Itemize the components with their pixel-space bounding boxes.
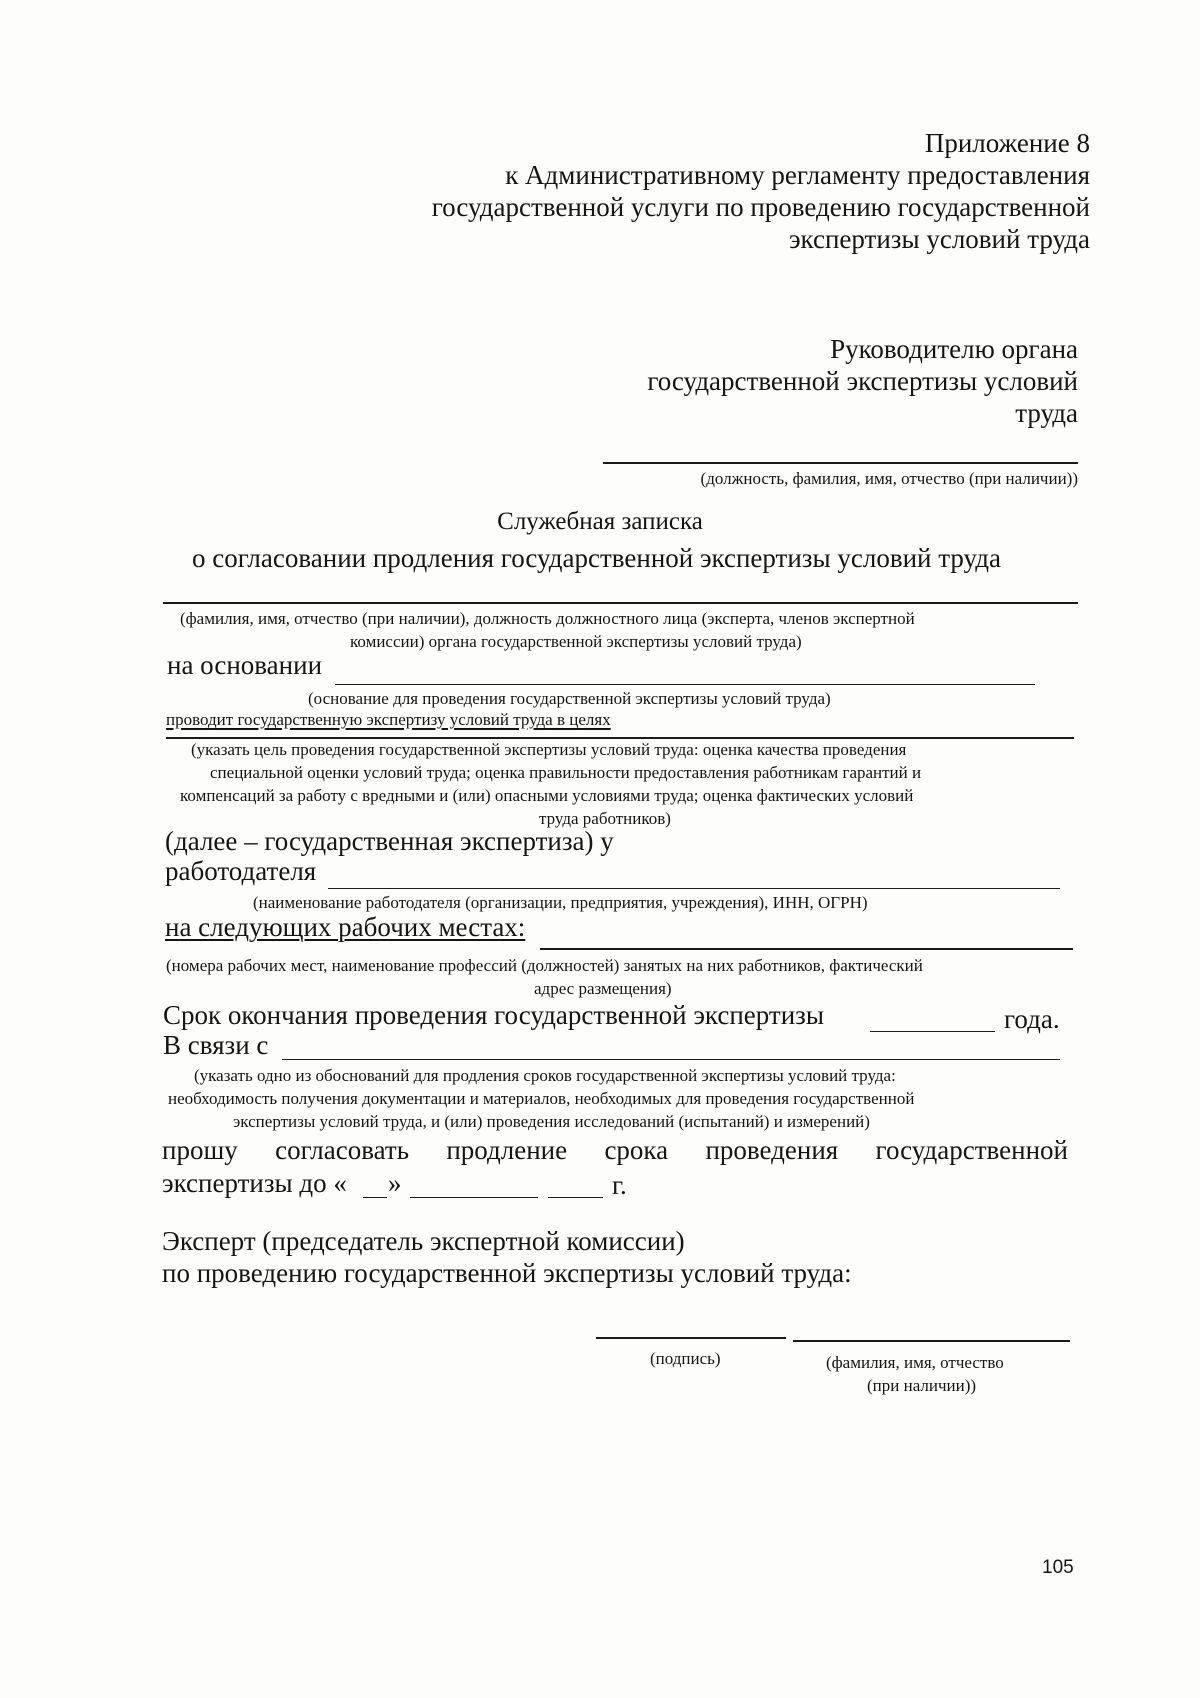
conducts-text: проводит государственную экспертизу условий труда в целях <box>166 710 611 729</box>
hint-name-2: (при наличии)) <box>867 1376 977 1395</box>
signature-blank-line <box>596 1337 786 1339</box>
reason-blank-line <box>282 1059 1060 1060</box>
request-word: продление <box>446 1135 568 1165</box>
request-word: срока <box>604 1135 669 1165</box>
request-line-2-start: экспертизы до « <box>162 1168 347 1198</box>
deadline-label: Срок окончания проведения государственной экспертизы <box>163 1000 824 1030</box>
purpose-blank-line <box>166 737 1074 739</box>
hint-purpose-3: компенсаций за работу с вредными и (или) опасными условиями труда; оценка фактических условий <box>180 786 914 805</box>
document-title: Служебная записка <box>497 508 703 535</box>
person-blank-line <box>163 602 1078 604</box>
deadline-blank-line <box>870 1031 995 1032</box>
request-line-2-end: г. <box>612 1170 627 1200</box>
hint-workplaces-1: (номера рабочих мест, наименование профессий (должностей) занятых на них работников, фактический <box>166 956 923 975</box>
hint-workplaces-2: адрес размещения) <box>534 979 672 998</box>
workplaces-label: на следующих рабочих местах: <box>165 912 526 942</box>
basis-blank-line <box>335 684 1035 685</box>
hint-reason-2: необходимость получения документации и материалов, необходимых для проведения государственной <box>168 1089 915 1108</box>
addressee-blank-line <box>603 462 1078 464</box>
further-text: (далее – государственная экспертиза) у <box>165 826 614 856</box>
request-line-2-quote: » <box>388 1168 402 1198</box>
due-to-label: В связи с <box>163 1030 269 1060</box>
addressee-line-1: Руководителю органа <box>830 334 1078 364</box>
addressee-hint: (должность, фамилия, имя, отчество (при наличии)) <box>700 469 1078 488</box>
page-number: 105 <box>1042 1557 1074 1578</box>
hint-purpose-1: (указать цель проведения государственной экспертизы условий труда: оценка качества проведения <box>191 740 907 759</box>
hint-purpose-4: труда работников) <box>539 809 671 828</box>
hint-sign: (подпись) <box>650 1349 721 1368</box>
appendix-line-3: государственной услуги по проведению государственной <box>431 192 1090 222</box>
workplaces-blank-line <box>540 948 1073 950</box>
hint-basis: (основание для проведения государственной экспертизы условий труда) <box>308 689 831 708</box>
year-blank-line <box>548 1197 603 1198</box>
request-word: прошу <box>162 1135 238 1165</box>
request-word: проведения <box>705 1135 839 1165</box>
signature-line-2: по проведению государственной экспертизы условий труда: <box>162 1258 852 1288</box>
appendix-line-4: экспертизы условий труда <box>788 224 1090 254</box>
hint-person-2: комиссии) органа государственной экспертизы условий труда) <box>350 632 802 651</box>
signature-line-1: Эксперт (председатель экспертной комиссии) <box>162 1226 685 1256</box>
day-blank-line <box>363 1197 387 1198</box>
request-line-1 <box>162 1135 1068 1166</box>
hint-employer: (наименование работодателя (организации, предприятия, учреждения), ИНН, ОГРН) <box>253 893 868 912</box>
deadline-suffix: года. <box>1004 1004 1060 1034</box>
document-subtitle: о согласовании продления государственной экспертизы условий труда <box>192 543 1002 573</box>
hint-reason-1: (указать одно из обоснований для продления сроков государственной экспертизы условий труда: <box>194 1066 896 1085</box>
hint-person-1: (фамилия, имя, отчество (при наличии), должность должностного лица (эксперта, членов экспертной <box>180 609 915 628</box>
name-blank-line <box>793 1340 1070 1342</box>
appendix-line-2: к Административному регламенту предоставления <box>505 160 1090 190</box>
employer-blank-line <box>328 888 1060 889</box>
employer-label: работодателя <box>165 856 317 886</box>
basis-label: на основании <box>167 650 323 680</box>
request-word: согласовать <box>275 1135 410 1165</box>
hint-name-1: (фамилия, имя, отчество <box>826 1353 1004 1372</box>
hint-purpose-2: специальной оценки условий труда; оценка правильности предоставления работникам гарантий и <box>210 763 922 782</box>
addressee-line-3: труда <box>1015 398 1078 428</box>
hint-reason-3: экспертизы условий труда, и (или) проведения исследований (испытаний) и измерений) <box>233 1112 870 1131</box>
appendix-number: Приложение 8 <box>924 128 1090 158</box>
request-word: государственной <box>875 1135 1068 1165</box>
month-blank-line <box>410 1197 538 1198</box>
addressee-line-2: государственной экспертизы условий <box>647 366 1078 396</box>
